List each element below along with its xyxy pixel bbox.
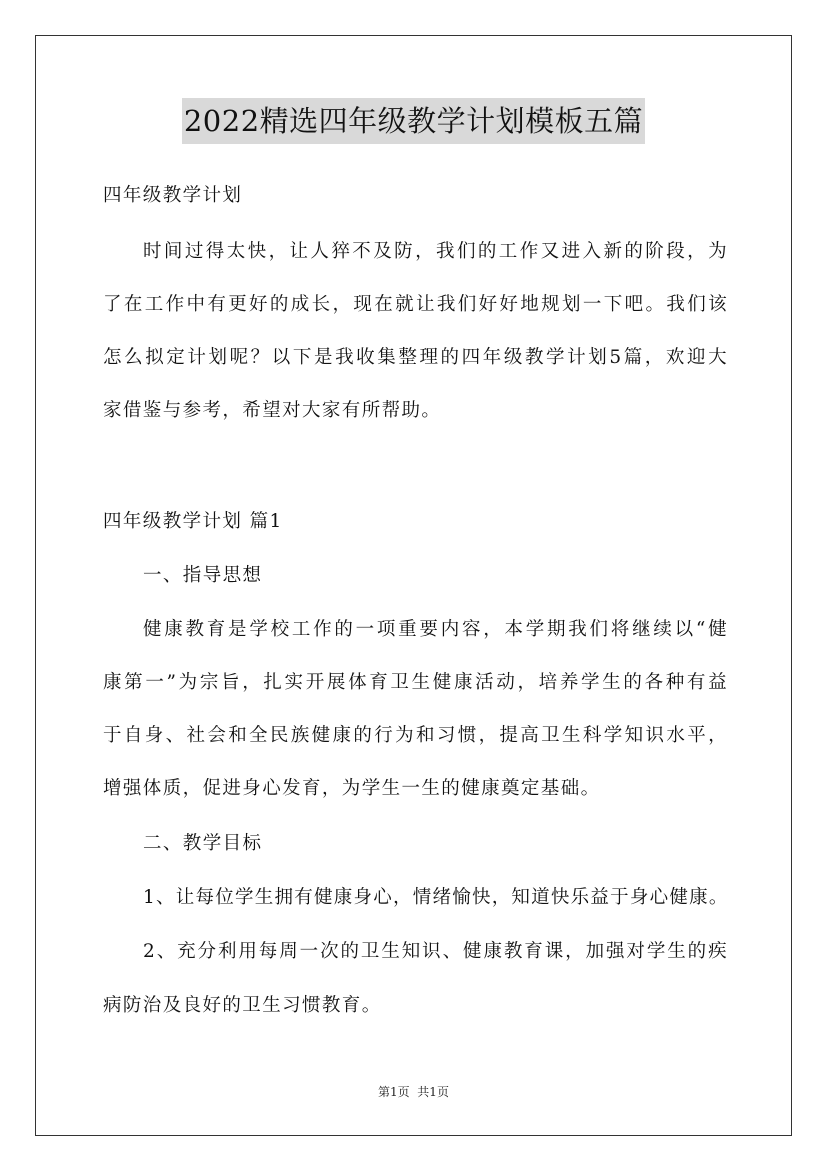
- paragraph-line: 时间过得太快，让人猝不及防，我们的工作又进入新的阶段，为: [143, 241, 728, 262]
- paragraph-line: 1、让每位学生拥有健康身心，情绪愉快，知道快乐益于身心健康。: [143, 887, 728, 908]
- paragraph-line: 2、充分利用每周一次的卫生知识、健康教育课，加强对学生的疾: [143, 941, 728, 962]
- paragraph-line: 康第一”为宗旨，扎实开展体育卫生健康活动，培养学生的各种有益: [103, 672, 728, 693]
- subsection-heading: 二、教学目标: [143, 833, 263, 854]
- paragraph-line: 了在工作中有更好的成长，现在就让我们好好地规划一下吧。我们该: [103, 294, 728, 315]
- paragraph-line: 怎么拟定计划呢？以下是我收集整理的四年级教学计划5篇，欢迎大: [103, 347, 728, 368]
- paragraph-line: 健康教育是学校工作的一项重要内容，本学期我们将继续以“健: [143, 619, 728, 640]
- article-heading: 四年级教学计划 篇1: [103, 511, 283, 532]
- section-heading: 四年级教学计划: [103, 185, 243, 206]
- paragraph-line: 增强体质，促进身心发育，为学生一生的健康奠定基础。: [103, 778, 601, 799]
- paragraph-line: 病防治及良好的卫生习惯教育。: [103, 995, 382, 1016]
- paragraph-line: 家借鉴与参考，希望对大家有所帮助。: [103, 400, 442, 421]
- document-title: 2022精选四年级教学计划模板五篇: [182, 98, 645, 144]
- paragraph-line: 于自身、社会和全民族健康的行为和习惯，提高卫生科学知识水平，: [103, 725, 728, 746]
- title-container: [0, 98, 827, 144]
- page-footer: 第1页 共1页: [378, 1085, 449, 1099]
- subsection-heading: 一、指导思想: [143, 565, 263, 586]
